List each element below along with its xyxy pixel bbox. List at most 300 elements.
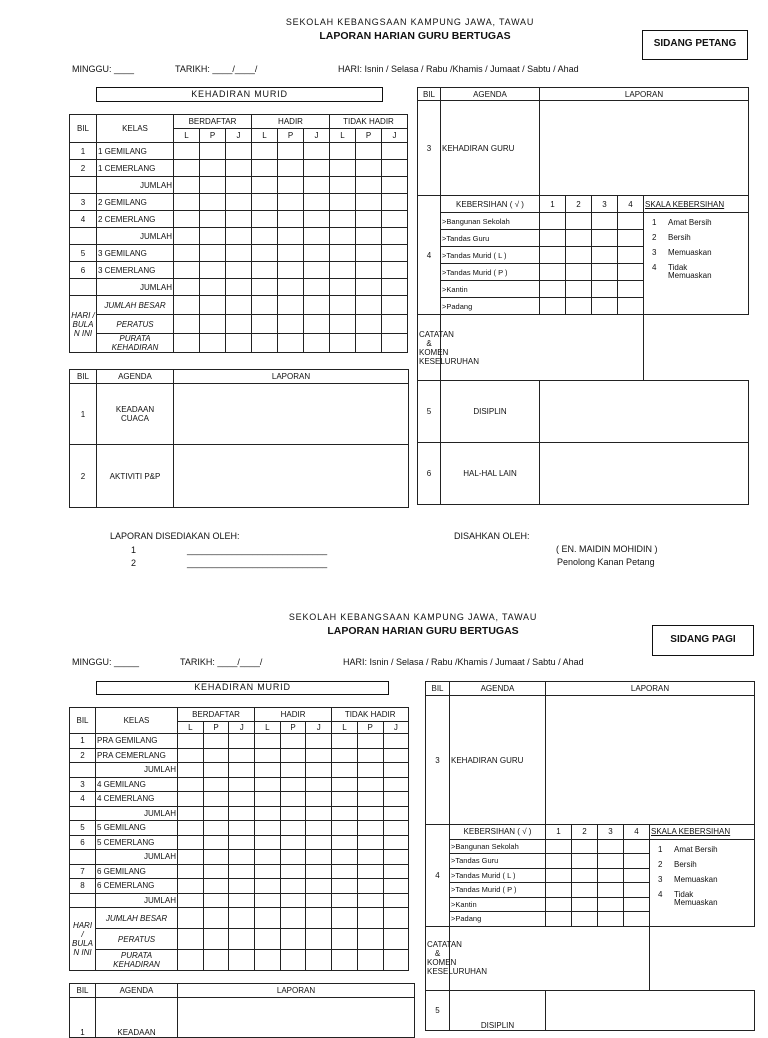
- catatan-cell[interactable]: [450, 926, 650, 990]
- count-cell[interactable]: [383, 777, 409, 792]
- laporan-cell[interactable]: [546, 990, 755, 1030]
- cell[interactable]: [357, 950, 383, 971]
- cell[interactable]: [383, 929, 409, 950]
- hari-field[interactable]: HARI: Isnin / Selasa / Rabu /Khamis / Jumaat / Sabtu / Ahad: [338, 64, 579, 74]
- count-cell[interactable]: [357, 777, 383, 792]
- count-cell[interactable]: [252, 262, 278, 279]
- count-cell[interactable]: [382, 160, 408, 177]
- count-cell[interactable]: [203, 734, 229, 749]
- count-cell[interactable]: [226, 143, 252, 160]
- score-checkbox[interactable]: [572, 897, 598, 912]
- count-cell[interactable]: [356, 279, 382, 296]
- score-checkbox[interactable]: [624, 854, 650, 869]
- count-cell[interactable]: [174, 143, 200, 160]
- count-cell[interactable]: [306, 835, 332, 850]
- score-checkbox[interactable]: [572, 854, 598, 869]
- score-checkbox[interactable]: [572, 883, 598, 898]
- cell[interactable]: [330, 315, 356, 334]
- score-checkbox[interactable]: [566, 298, 592, 315]
- cell[interactable]: [252, 315, 278, 334]
- cell[interactable]: [278, 315, 304, 334]
- count-cell[interactable]: [383, 734, 409, 749]
- count-cell[interactable]: [229, 763, 255, 778]
- count-cell[interactable]: [174, 245, 200, 262]
- count-cell[interactable]: [229, 748, 255, 763]
- count-cell[interactable]: [178, 792, 204, 807]
- count-cell[interactable]: [178, 879, 204, 894]
- cell[interactable]: [306, 929, 332, 950]
- count-cell[interactable]: [356, 160, 382, 177]
- count-cell[interactable]: [203, 864, 229, 879]
- count-cell[interactable]: [382, 143, 408, 160]
- count-cell[interactable]: [356, 262, 382, 279]
- score-checkbox[interactable]: [540, 247, 566, 264]
- score-checkbox[interactable]: [618, 213, 644, 230]
- cell[interactable]: [178, 929, 204, 950]
- count-cell[interactable]: [382, 177, 408, 194]
- count-cell[interactable]: [357, 748, 383, 763]
- cell[interactable]: [280, 950, 306, 971]
- count-cell[interactable]: [178, 748, 204, 763]
- count-cell[interactable]: [178, 821, 204, 836]
- cell[interactable]: [332, 908, 358, 929]
- catatan-cell[interactable]: [441, 315, 644, 381]
- score-checkbox[interactable]: [598, 854, 624, 869]
- count-cell[interactable]: [332, 821, 358, 836]
- count-cell[interactable]: [229, 850, 255, 865]
- count-cell[interactable]: [255, 734, 281, 749]
- score-checkbox[interactable]: [540, 213, 566, 230]
- minggu-field[interactable]: MINGGU: ____: [72, 64, 135, 74]
- count-cell[interactable]: [304, 245, 330, 262]
- count-cell[interactable]: [252, 279, 278, 296]
- count-cell[interactable]: [174, 262, 200, 279]
- count-cell[interactable]: [382, 279, 408, 296]
- cell[interactable]: [356, 315, 382, 334]
- count-cell[interactable]: [306, 821, 332, 836]
- cell[interactable]: [278, 334, 304, 353]
- count-cell[interactable]: [383, 821, 409, 836]
- cell[interactable]: [252, 296, 278, 315]
- count-cell[interactable]: [280, 748, 306, 763]
- count-cell[interactable]: [383, 864, 409, 879]
- count-cell[interactable]: [330, 262, 356, 279]
- cell[interactable]: [356, 296, 382, 315]
- score-checkbox[interactable]: [592, 298, 618, 315]
- cell[interactable]: [229, 908, 255, 929]
- cell[interactable]: [383, 950, 409, 971]
- count-cell[interactable]: [357, 792, 383, 807]
- score-checkbox[interactable]: [598, 883, 624, 898]
- cell[interactable]: [178, 950, 204, 971]
- cell[interactable]: [304, 334, 330, 353]
- score-checkbox[interactable]: [566, 281, 592, 298]
- score-checkbox[interactable]: [546, 854, 572, 869]
- score-checkbox[interactable]: [618, 298, 644, 315]
- count-cell[interactable]: [306, 879, 332, 894]
- count-cell[interactable]: [357, 893, 383, 908]
- count-cell[interactable]: [304, 262, 330, 279]
- count-cell[interactable]: [304, 279, 330, 296]
- count-cell[interactable]: [280, 792, 306, 807]
- count-cell[interactable]: [252, 160, 278, 177]
- count-cell[interactable]: [382, 262, 408, 279]
- cell[interactable]: [280, 929, 306, 950]
- count-cell[interactable]: [203, 763, 229, 778]
- tarikh-field[interactable]: TARIKH: ____/____/: [175, 64, 258, 74]
- tarikh-field[interactable]: TARIKH: ____/____/: [180, 657, 263, 667]
- count-cell[interactable]: [383, 879, 409, 894]
- count-cell[interactable]: [252, 177, 278, 194]
- count-cell[interactable]: [255, 748, 281, 763]
- count-cell[interactable]: [357, 763, 383, 778]
- score-checkbox[interactable]: [624, 897, 650, 912]
- count-cell[interactable]: [330, 279, 356, 296]
- count-cell[interactable]: [203, 879, 229, 894]
- cell[interactable]: [174, 334, 200, 353]
- count-cell[interactable]: [332, 734, 358, 749]
- laporan-cell[interactable]: [546, 696, 755, 825]
- count-cell[interactable]: [304, 160, 330, 177]
- score-checkbox[interactable]: [566, 230, 592, 247]
- cell[interactable]: [174, 296, 200, 315]
- count-cell[interactable]: [332, 864, 358, 879]
- count-cell[interactable]: [306, 763, 332, 778]
- count-cell[interactable]: [229, 777, 255, 792]
- count-cell[interactable]: [332, 777, 358, 792]
- count-cell[interactable]: [203, 748, 229, 763]
- count-cell[interactable]: [252, 143, 278, 160]
- score-checkbox[interactable]: [540, 298, 566, 315]
- count-cell[interactable]: [306, 850, 332, 865]
- count-cell[interactable]: [178, 893, 204, 908]
- count-cell[interactable]: [280, 864, 306, 879]
- score-checkbox[interactable]: [566, 247, 592, 264]
- laporan-cell[interactable]: [540, 443, 749, 505]
- count-cell[interactable]: [226, 245, 252, 262]
- count-cell[interactable]: [200, 211, 226, 228]
- count-cell[interactable]: [203, 850, 229, 865]
- cell[interactable]: [382, 334, 408, 353]
- count-cell[interactable]: [226, 177, 252, 194]
- cell[interactable]: [357, 908, 383, 929]
- count-cell[interactable]: [226, 228, 252, 245]
- score-checkbox[interactable]: [572, 868, 598, 883]
- count-cell[interactable]: [356, 194, 382, 211]
- count-cell[interactable]: [200, 194, 226, 211]
- cell[interactable]: [280, 908, 306, 929]
- count-cell[interactable]: [200, 177, 226, 194]
- count-cell[interactable]: [304, 143, 330, 160]
- count-cell[interactable]: [357, 806, 383, 821]
- count-cell[interactable]: [252, 245, 278, 262]
- count-cell[interactable]: [229, 821, 255, 836]
- cell[interactable]: [229, 929, 255, 950]
- count-cell[interactable]: [229, 879, 255, 894]
- count-cell[interactable]: [382, 194, 408, 211]
- cell[interactable]: [255, 908, 281, 929]
- count-cell[interactable]: [255, 879, 281, 894]
- count-cell[interactable]: [304, 194, 330, 211]
- count-cell[interactable]: [356, 143, 382, 160]
- score-checkbox[interactable]: [618, 281, 644, 298]
- count-cell[interactable]: [332, 850, 358, 865]
- count-cell[interactable]: [252, 194, 278, 211]
- count-cell[interactable]: [203, 806, 229, 821]
- laporan-cell[interactable]: [540, 101, 749, 196]
- count-cell[interactable]: [383, 806, 409, 821]
- count-cell[interactable]: [200, 279, 226, 296]
- cell[interactable]: [226, 296, 252, 315]
- count-cell[interactable]: [278, 143, 304, 160]
- count-cell[interactable]: [203, 792, 229, 807]
- minggu-field[interactable]: MINGGU: _____: [72, 657, 140, 667]
- score-checkbox[interactable]: [598, 912, 624, 927]
- count-cell[interactable]: [226, 211, 252, 228]
- laporan-cell[interactable]: [540, 381, 749, 443]
- count-cell[interactable]: [178, 763, 204, 778]
- cell[interactable]: [174, 315, 200, 334]
- cell[interactable]: [383, 908, 409, 929]
- cell[interactable]: [226, 315, 252, 334]
- count-cell[interactable]: [332, 763, 358, 778]
- count-cell[interactable]: [330, 245, 356, 262]
- score-checkbox[interactable]: [566, 213, 592, 230]
- cell[interactable]: [332, 929, 358, 950]
- count-cell[interactable]: [332, 835, 358, 850]
- count-cell[interactable]: [278, 160, 304, 177]
- score-checkbox[interactable]: [546, 897, 572, 912]
- count-cell[interactable]: [382, 228, 408, 245]
- count-cell[interactable]: [200, 160, 226, 177]
- score-checkbox[interactable]: [592, 230, 618, 247]
- score-checkbox[interactable]: [540, 264, 566, 281]
- count-cell[interactable]: [174, 211, 200, 228]
- count-cell[interactable]: [229, 806, 255, 821]
- count-cell[interactable]: [255, 893, 281, 908]
- count-cell[interactable]: [255, 763, 281, 778]
- count-cell[interactable]: [306, 792, 332, 807]
- count-cell[interactable]: [255, 792, 281, 807]
- cell[interactable]: [382, 296, 408, 315]
- count-cell[interactable]: [255, 850, 281, 865]
- count-cell[interactable]: [278, 177, 304, 194]
- count-cell[interactable]: [304, 211, 330, 228]
- laporan-cell[interactable]: [178, 998, 415, 1038]
- score-checkbox[interactable]: [546, 839, 572, 854]
- count-cell[interactable]: [280, 821, 306, 836]
- count-cell[interactable]: [229, 893, 255, 908]
- score-checkbox[interactable]: [572, 839, 598, 854]
- count-cell[interactable]: [356, 177, 382, 194]
- count-cell[interactable]: [357, 734, 383, 749]
- count-cell[interactable]: [278, 194, 304, 211]
- count-cell[interactable]: [332, 748, 358, 763]
- count-cell[interactable]: [255, 777, 281, 792]
- cell[interactable]: [252, 334, 278, 353]
- count-cell[interactable]: [306, 734, 332, 749]
- count-cell[interactable]: [278, 279, 304, 296]
- cell[interactable]: [255, 929, 281, 950]
- count-cell[interactable]: [357, 879, 383, 894]
- count-cell[interactable]: [203, 893, 229, 908]
- count-cell[interactable]: [280, 893, 306, 908]
- cell[interactable]: [203, 908, 229, 929]
- count-cell[interactable]: [382, 245, 408, 262]
- count-cell[interactable]: [357, 850, 383, 865]
- count-cell[interactable]: [280, 734, 306, 749]
- cell[interactable]: [330, 296, 356, 315]
- count-cell[interactable]: [330, 160, 356, 177]
- count-cell[interactable]: [178, 850, 204, 865]
- cell[interactable]: [306, 950, 332, 971]
- cell[interactable]: [200, 315, 226, 334]
- count-cell[interactable]: [383, 835, 409, 850]
- count-cell[interactable]: [200, 245, 226, 262]
- count-cell[interactable]: [226, 279, 252, 296]
- count-cell[interactable]: [278, 245, 304, 262]
- count-cell[interactable]: [356, 245, 382, 262]
- count-cell[interactable]: [203, 777, 229, 792]
- count-cell[interactable]: [255, 806, 281, 821]
- count-cell[interactable]: [226, 194, 252, 211]
- score-checkbox[interactable]: [540, 281, 566, 298]
- cell[interactable]: [382, 315, 408, 334]
- count-cell[interactable]: [306, 748, 332, 763]
- count-cell[interactable]: [174, 177, 200, 194]
- laporan-cell[interactable]: [174, 384, 409, 445]
- count-cell[interactable]: [174, 194, 200, 211]
- count-cell[interactable]: [306, 806, 332, 821]
- cell[interactable]: [332, 950, 358, 971]
- score-checkbox[interactable]: [592, 264, 618, 281]
- count-cell[interactable]: [357, 835, 383, 850]
- score-checkbox[interactable]: [592, 247, 618, 264]
- count-cell[interactable]: [330, 228, 356, 245]
- count-cell[interactable]: [280, 763, 306, 778]
- score-checkbox[interactable]: [618, 230, 644, 247]
- count-cell[interactable]: [280, 850, 306, 865]
- count-cell[interactable]: [200, 228, 226, 245]
- cell[interactable]: [229, 950, 255, 971]
- cell[interactable]: [306, 908, 332, 929]
- count-cell[interactable]: [280, 879, 306, 894]
- score-checkbox[interactable]: [624, 839, 650, 854]
- count-cell[interactable]: [332, 806, 358, 821]
- count-cell[interactable]: [382, 211, 408, 228]
- count-cell[interactable]: [278, 262, 304, 279]
- count-cell[interactable]: [178, 864, 204, 879]
- score-checkbox[interactable]: [624, 883, 650, 898]
- count-cell[interactable]: [383, 748, 409, 763]
- count-cell[interactable]: [174, 160, 200, 177]
- count-cell[interactable]: [280, 835, 306, 850]
- count-cell[interactable]: [229, 792, 255, 807]
- cell[interactable]: [203, 950, 229, 971]
- score-checkbox[interactable]: [566, 264, 592, 281]
- count-cell[interactable]: [203, 835, 229, 850]
- count-cell[interactable]: [278, 228, 304, 245]
- score-checkbox[interactable]: [592, 281, 618, 298]
- count-cell[interactable]: [203, 821, 229, 836]
- score-checkbox[interactable]: [624, 868, 650, 883]
- cell[interactable]: [255, 950, 281, 971]
- signer-1-line[interactable]: ____________________________: [187, 545, 328, 555]
- count-cell[interactable]: [383, 893, 409, 908]
- count-cell[interactable]: [332, 792, 358, 807]
- count-cell[interactable]: [229, 734, 255, 749]
- count-cell[interactable]: [356, 211, 382, 228]
- cell[interactable]: [200, 296, 226, 315]
- count-cell[interactable]: [306, 777, 332, 792]
- count-cell[interactable]: [178, 734, 204, 749]
- cell[interactable]: [357, 929, 383, 950]
- hari-field[interactable]: HARI: Isnin / Selasa / Rabu /Khamis / Jumaat / Sabtu / Ahad: [343, 657, 584, 667]
- count-cell[interactable]: [200, 262, 226, 279]
- score-checkbox[interactable]: [540, 230, 566, 247]
- count-cell[interactable]: [357, 864, 383, 879]
- count-cell[interactable]: [200, 143, 226, 160]
- count-cell[interactable]: [330, 177, 356, 194]
- count-cell[interactable]: [178, 835, 204, 850]
- count-cell[interactable]: [383, 763, 409, 778]
- count-cell[interactable]: [330, 143, 356, 160]
- count-cell[interactable]: [306, 893, 332, 908]
- score-checkbox[interactable]: [598, 868, 624, 883]
- score-checkbox[interactable]: [598, 839, 624, 854]
- cell[interactable]: [356, 334, 382, 353]
- score-checkbox[interactable]: [618, 247, 644, 264]
- cell[interactable]: [203, 929, 229, 950]
- cell[interactable]: [330, 334, 356, 353]
- cell[interactable]: [200, 334, 226, 353]
- count-cell[interactable]: [178, 806, 204, 821]
- count-cell[interactable]: [304, 228, 330, 245]
- count-cell[interactable]: [332, 893, 358, 908]
- count-cell[interactable]: [255, 835, 281, 850]
- count-cell[interactable]: [332, 879, 358, 894]
- count-cell[interactable]: [226, 262, 252, 279]
- cell[interactable]: [178, 908, 204, 929]
- count-cell[interactable]: [255, 821, 281, 836]
- score-checkbox[interactable]: [546, 868, 572, 883]
- cell[interactable]: [304, 296, 330, 315]
- count-cell[interactable]: [229, 835, 255, 850]
- score-checkbox[interactable]: [624, 912, 650, 927]
- count-cell[interactable]: [357, 821, 383, 836]
- score-checkbox[interactable]: [618, 264, 644, 281]
- count-cell[interactable]: [383, 792, 409, 807]
- count-cell[interactable]: [255, 864, 281, 879]
- count-cell[interactable]: [226, 160, 252, 177]
- count-cell[interactable]: [252, 211, 278, 228]
- count-cell[interactable]: [304, 177, 330, 194]
- cell[interactable]: [226, 334, 252, 353]
- count-cell[interactable]: [330, 194, 356, 211]
- count-cell[interactable]: [174, 279, 200, 296]
- count-cell[interactable]: [330, 211, 356, 228]
- count-cell[interactable]: [174, 228, 200, 245]
- score-checkbox[interactable]: [546, 883, 572, 898]
- cell[interactable]: [304, 315, 330, 334]
- count-cell[interactable]: [178, 777, 204, 792]
- score-checkbox[interactable]: [572, 912, 598, 927]
- count-cell[interactable]: [306, 864, 332, 879]
- count-cell[interactable]: [278, 211, 304, 228]
- count-cell[interactable]: [280, 777, 306, 792]
- laporan-cell[interactable]: [174, 445, 409, 508]
- count-cell[interactable]: [252, 228, 278, 245]
